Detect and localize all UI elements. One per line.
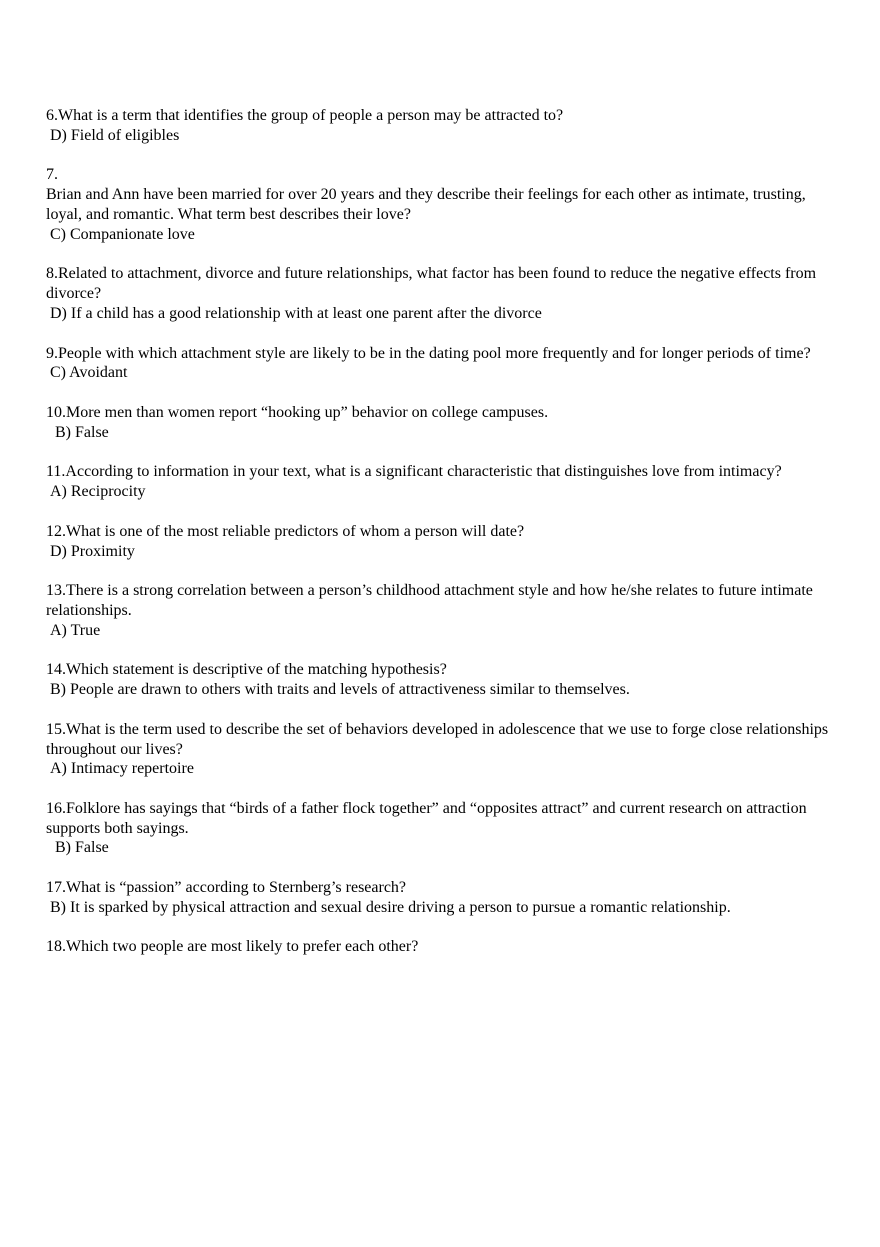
question-text: 12.What is one of the most reliable predictors of whom a person will date?	[46, 522, 525, 540]
question-item-6	[46, 106, 836, 146]
question-text: 17.What is “passion” according to Sternberg’s research?	[46, 879, 407, 897]
question-item-14	[46, 660, 836, 700]
answer-text: B) False	[55, 423, 109, 441]
question-list	[46, 106, 836, 977]
answer-text: A) Reciprocity	[50, 483, 146, 501]
question-item-13	[46, 581, 836, 640]
answer-text: B) People are drawn to others with traits and levels of attractiveness similar to themselves.	[50, 681, 630, 699]
question-text: 10.More men than women report “hooking up” behavior on college campuses.	[46, 403, 549, 421]
question-text: 9.People with which attachment style are likely to be in the dating pool more frequently and for longer periods of time?	[46, 344, 811, 362]
answer-text: B) It is sparked by physical attraction and sexual desire driving a person to pursue a romantic relationship.	[50, 898, 731, 916]
question-item-17	[46, 878, 836, 918]
question-item-8	[46, 264, 836, 323]
answer-text: A) Intimacy repertoire	[50, 760, 194, 778]
question-text: 18.Which two people are most likely to prefer each other?	[46, 938, 419, 956]
question-text: 6.What is a term that identifies the group of people a person may be attracted to?	[46, 107, 564, 124]
answer-text: D) Field of eligibles	[50, 126, 180, 144]
question-item-15	[46, 720, 836, 779]
question-number: 7.	[46, 166, 58, 184]
question-text: 11.According to information in your text, what is a significant characteristic that distinguishes love from intimacy?	[46, 463, 782, 481]
answer-text: C) Companionate love	[50, 225, 195, 243]
question-item-11	[46, 462, 836, 502]
question-text: 16.Folklore has sayings that “birds of a father flock together” and “opposites attract” and current research on attraction supports both sayings.	[46, 799, 807, 837]
question-item-9	[46, 344, 836, 384]
question-text: Brian and Ann have been married for over 20 years and they describe their feelings for each other as intimate, trusting, loyal, and romantic. What term best describes their love?	[46, 186, 806, 223]
question-text: 8.Related to attachment, divorce and future relationships, what factor has been found to reduce the negative effects from divorce?	[46, 265, 817, 303]
question-item-16	[46, 799, 836, 858]
question-text: 15.What is the term used to describe the set of behaviors developed in adolescence that we use to forge close relationships throughout our lives?	[46, 720, 829, 758]
question-item-7	[46, 165, 836, 244]
answer-text: B) False	[55, 839, 109, 857]
question-text: 14.Which statement is descriptive of the matching hypothesis?	[46, 661, 447, 679]
question-text: 13.There is a strong correlation between a person’s childhood attachment style and how he/she relates to future intimate relationships.	[46, 582, 813, 619]
answer-text: C) Avoidant	[50, 364, 128, 382]
answer-text: A) True	[50, 621, 101, 639]
question-item-12	[46, 522, 836, 562]
answer-text: D) Proximity	[50, 542, 135, 560]
answer-text: D) If a child has a good relationship with at least one parent after the divorce	[50, 304, 542, 322]
question-item-10	[46, 403, 836, 443]
question-item-18	[46, 937, 836, 957]
